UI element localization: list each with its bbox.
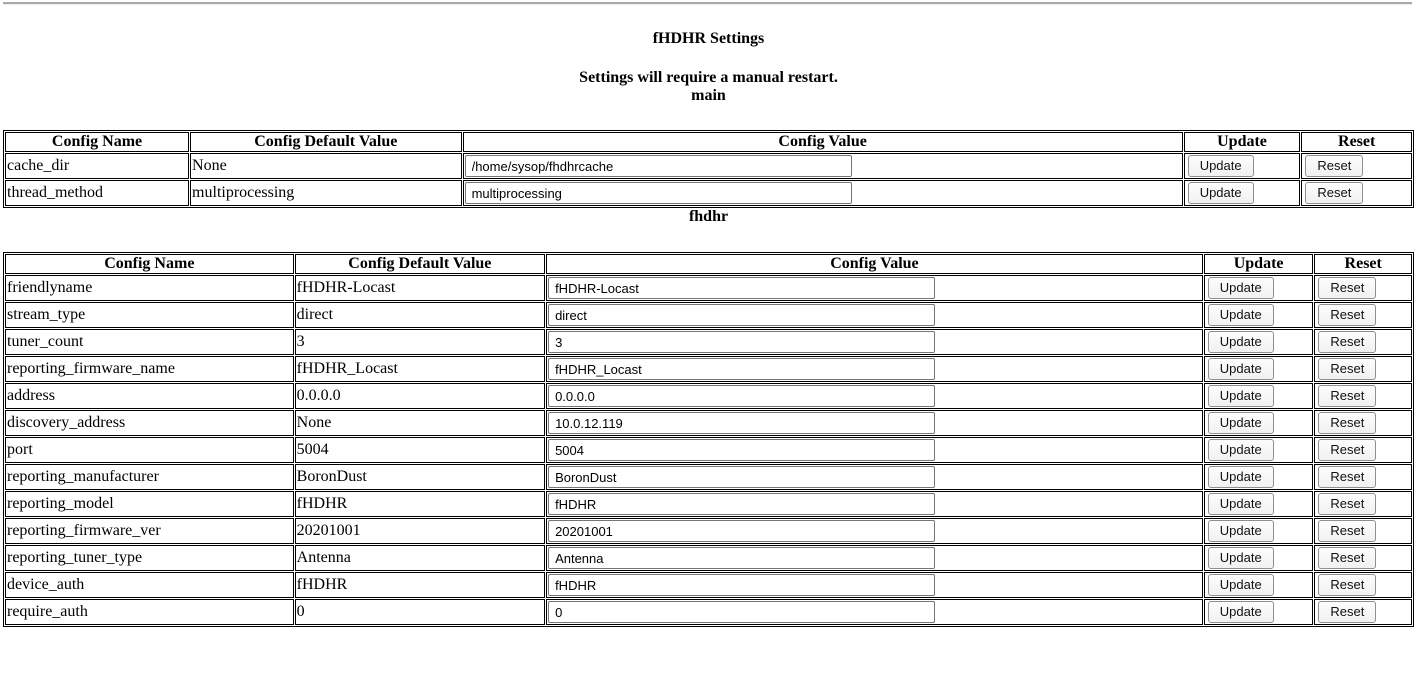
reset-cell bbox=[1314, 572, 1412, 598]
reset-cell bbox=[1314, 464, 1412, 490]
config-name-cell: reporting_firmware_ver bbox=[5, 518, 294, 544]
config-value-cell bbox=[546, 599, 1203, 625]
update-button[interactable]: Update bbox=[1208, 304, 1274, 326]
update-cell bbox=[1204, 572, 1314, 598]
update-button[interactable]: Update bbox=[1188, 155, 1254, 177]
reset-cell bbox=[1301, 180, 1412, 206]
update-button[interactable]: Update bbox=[1208, 574, 1274, 596]
top-divider bbox=[3, 2, 1412, 5]
config-value-input[interactable] bbox=[548, 466, 935, 488]
reset-button[interactable]: Reset bbox=[1318, 277, 1376, 299]
reset-button[interactable]: Reset bbox=[1318, 547, 1376, 569]
update-button[interactable]: Update bbox=[1208, 277, 1274, 299]
column-header-reset: Reset bbox=[1314, 254, 1412, 274]
config-value-cell bbox=[546, 329, 1203, 355]
config-default-cell: None bbox=[295, 410, 545, 436]
reset-cell bbox=[1314, 518, 1412, 544]
update-button[interactable]: Update bbox=[1208, 439, 1274, 461]
config-default-cell: Antenna bbox=[295, 545, 545, 571]
config-row bbox=[5, 518, 1412, 544]
config-row bbox=[5, 410, 1412, 436]
config-row bbox=[5, 153, 1412, 179]
update-button[interactable]: Update bbox=[1208, 385, 1274, 407]
config-name-cell: cache_dir bbox=[5, 153, 189, 179]
config-row bbox=[5, 356, 1412, 382]
reset-button[interactable]: Reset bbox=[1305, 182, 1363, 204]
update-cell bbox=[1204, 356, 1314, 382]
reset-button[interactable]: Reset bbox=[1318, 520, 1376, 542]
config-value-input[interactable] bbox=[548, 493, 935, 515]
reset-cell bbox=[1314, 356, 1412, 382]
config-default-cell: 0 bbox=[295, 599, 545, 625]
config-default-cell: fHDHR_Locast bbox=[295, 356, 545, 382]
config-value-cell bbox=[546, 545, 1203, 571]
column-header-update: Update bbox=[1204, 254, 1314, 274]
update-cell bbox=[1184, 180, 1301, 206]
reset-button[interactable]: Reset bbox=[1305, 155, 1363, 177]
config-row bbox=[5, 329, 1412, 355]
update-button[interactable]: Update bbox=[1188, 182, 1254, 204]
update-cell bbox=[1204, 437, 1314, 463]
section-heading-main: main bbox=[691, 87, 726, 104]
column-header-reset: Reset bbox=[1301, 132, 1412, 152]
page-title: fHDHR Settings bbox=[652, 30, 765, 47]
update-cell bbox=[1204, 383, 1314, 409]
update-cell bbox=[1184, 153, 1301, 179]
config-row bbox=[5, 599, 1412, 625]
config-default-cell: 20201001 bbox=[295, 518, 545, 544]
update-cell bbox=[1204, 545, 1314, 571]
config-value-cell bbox=[463, 180, 1183, 206]
config-row bbox=[5, 545, 1412, 571]
config-name-cell: tuner_count bbox=[5, 329, 294, 355]
update-button[interactable]: Update bbox=[1208, 601, 1274, 623]
config-value-input[interactable] bbox=[548, 385, 935, 407]
config-value-input[interactable] bbox=[548, 412, 935, 434]
config-name-cell: reporting_model bbox=[5, 491, 294, 517]
config-value-cell bbox=[546, 356, 1203, 382]
reset-button[interactable]: Reset bbox=[1318, 331, 1376, 353]
reset-cell bbox=[1314, 437, 1412, 463]
column-header-config-value: Config Value bbox=[463, 132, 1183, 152]
config-name-cell: friendlyname bbox=[5, 275, 294, 301]
reset-cell bbox=[1314, 275, 1412, 301]
update-button[interactable]: Update bbox=[1208, 547, 1274, 569]
column-header-config-default: Config Default Value bbox=[190, 132, 462, 152]
config-value-input[interactable] bbox=[548, 547, 935, 569]
update-button[interactable]: Update bbox=[1208, 493, 1274, 515]
column-header-update: Update bbox=[1184, 132, 1301, 152]
config-name-cell: thread_method bbox=[5, 180, 189, 206]
config-table-fhdhr bbox=[3, 252, 1414, 627]
reset-cell bbox=[1314, 383, 1412, 409]
config-row bbox=[5, 275, 1412, 301]
config-value-cell bbox=[546, 275, 1203, 301]
config-default-cell: fHDHR-Locast bbox=[295, 275, 545, 301]
reset-button[interactable]: Reset bbox=[1318, 358, 1376, 380]
config-value-input[interactable] bbox=[548, 601, 935, 623]
config-row bbox=[5, 572, 1412, 598]
config-value-cell bbox=[546, 437, 1203, 463]
reset-cell bbox=[1314, 491, 1412, 517]
reset-button[interactable]: Reset bbox=[1318, 574, 1376, 596]
column-header-config-default: Config Default Value bbox=[295, 254, 545, 274]
config-default-cell: fHDHR bbox=[295, 572, 545, 598]
header-row bbox=[5, 132, 1412, 152]
config-value-input[interactable] bbox=[548, 277, 935, 299]
update-button[interactable]: Update bbox=[1208, 412, 1274, 434]
config-row bbox=[5, 491, 1412, 517]
config-row bbox=[5, 383, 1412, 409]
config-value-cell bbox=[546, 383, 1203, 409]
update-button[interactable]: Update bbox=[1208, 466, 1274, 488]
config-row bbox=[5, 180, 1412, 206]
config-default-cell: 0.0.0.0 bbox=[295, 383, 545, 409]
header-row bbox=[5, 254, 1412, 274]
reset-cell bbox=[1314, 410, 1412, 436]
config-default-cell: fHDHR bbox=[295, 491, 545, 517]
column-header-config-name: Config Name bbox=[5, 132, 189, 152]
config-value-input[interactable] bbox=[548, 520, 935, 542]
reset-button[interactable]: Reset bbox=[1318, 601, 1376, 623]
config-value-input[interactable] bbox=[548, 574, 935, 596]
config-value-input[interactable] bbox=[548, 331, 935, 353]
reset-cell bbox=[1314, 329, 1412, 355]
reset-cell bbox=[1314, 302, 1412, 328]
update-cell bbox=[1204, 518, 1314, 544]
config-name-cell: port bbox=[5, 437, 294, 463]
config-value-input[interactable] bbox=[465, 182, 852, 204]
config-name-cell: reporting_manufacturer bbox=[5, 464, 294, 490]
update-cell bbox=[1204, 491, 1314, 517]
reset-button[interactable]: Reset bbox=[1318, 412, 1376, 434]
config-value-input[interactable] bbox=[548, 304, 935, 326]
config-value-input[interactable] bbox=[548, 358, 935, 380]
config-value-cell bbox=[546, 410, 1203, 436]
config-value-cell bbox=[463, 153, 1183, 179]
config-default-cell: BoronDust bbox=[295, 464, 545, 490]
reset-button[interactable]: Reset bbox=[1318, 493, 1376, 515]
reset-button[interactable]: Reset bbox=[1318, 385, 1376, 407]
config-default-cell: None bbox=[190, 153, 462, 179]
config-default-cell: multiprocessing bbox=[190, 180, 462, 206]
reset-button[interactable]: Reset bbox=[1318, 466, 1376, 488]
config-table-main bbox=[3, 130, 1414, 208]
update-cell bbox=[1204, 464, 1314, 490]
update-button[interactable]: Update bbox=[1208, 331, 1274, 353]
config-row bbox=[5, 464, 1412, 490]
column-header-config-name: Config Name bbox=[5, 254, 294, 274]
section-heading-fhdhr: fhdhr bbox=[688, 208, 729, 225]
config-row bbox=[5, 302, 1412, 328]
config-name-cell: reporting_firmware_name bbox=[5, 356, 294, 382]
reset-cell bbox=[1314, 599, 1412, 625]
config-value-input[interactable] bbox=[548, 439, 935, 461]
reset-button[interactable]: Reset bbox=[1318, 304, 1376, 326]
config-default-cell: 5004 bbox=[295, 437, 545, 463]
update-cell bbox=[1204, 329, 1314, 355]
config-name-cell: device_auth bbox=[5, 572, 294, 598]
update-button[interactable]: Update bbox=[1208, 520, 1274, 542]
config-value-input[interactable] bbox=[465, 155, 852, 177]
config-value-cell bbox=[546, 572, 1203, 598]
config-name-cell: discovery_address bbox=[5, 410, 294, 436]
config-value-cell bbox=[546, 518, 1203, 544]
config-value-cell bbox=[546, 491, 1203, 517]
config-name-cell: require_auth bbox=[5, 599, 294, 625]
config-value-cell bbox=[546, 464, 1203, 490]
config-value-cell bbox=[546, 302, 1203, 328]
update-cell bbox=[1204, 302, 1314, 328]
column-header-config-value: Config Value bbox=[546, 254, 1203, 274]
config-default-cell: direct bbox=[295, 302, 545, 328]
config-default-cell: 3 bbox=[295, 329, 545, 355]
config-name-cell: address bbox=[5, 383, 294, 409]
update-cell bbox=[1204, 275, 1314, 301]
restart-notice: Settings will require a manual restart. bbox=[579, 69, 838, 86]
config-row bbox=[5, 437, 1412, 463]
reset-cell bbox=[1301, 153, 1412, 179]
reset-cell bbox=[1314, 545, 1412, 571]
update-cell bbox=[1204, 410, 1314, 436]
config-name-cell: reporting_tuner_type bbox=[5, 545, 294, 571]
update-button[interactable]: Update bbox=[1208, 358, 1274, 380]
config-name-cell: stream_type bbox=[5, 302, 294, 328]
reset-button[interactable]: Reset bbox=[1318, 439, 1376, 461]
update-cell bbox=[1204, 599, 1314, 625]
